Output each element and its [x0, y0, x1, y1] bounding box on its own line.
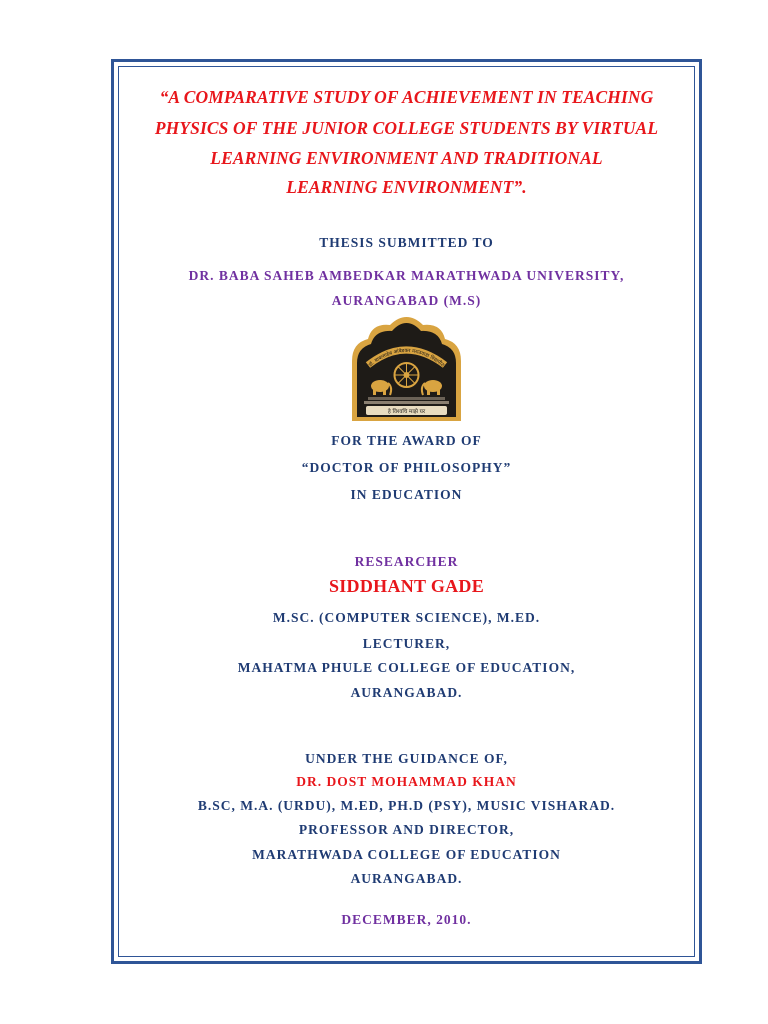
thesis-title-line-4: LEARNING ENVIRONMENT”.: [286, 177, 527, 197]
researcher-label: RESEARCHER: [354, 554, 459, 569]
thesis-title-line-1: “A COMPARATIVE STUDY OF ACHIEVEMENT IN TEACHING: [159, 87, 654, 107]
degree-name: “DOCTOR OF PHILOSOPHY”: [301, 460, 512, 475]
thesis-title-line-2: PHYSICS OF THE JUNIOR COLLEGE STUDENTS BY VIRTUAL: [154, 118, 659, 138]
university-location: AURANGABAD (M.S): [331, 293, 482, 308]
degree-subject: IN EDUCATION: [350, 487, 463, 502]
title-page: [111, 59, 702, 964]
university-name: DR. BABA SAHEB AMBEDKAR MARATHWADA UNIVERSITY,: [188, 268, 625, 283]
guide-college: MARATHWADA COLLEGE OF EDUCATION: [252, 847, 561, 862]
seal-motto: हे विश्वचि माझे घर: [387, 409, 426, 415]
thesis-title-line-3: LEARNING ENVIRONMENT AND TRADITIONAL: [210, 148, 603, 168]
guide-name: DR. DOST MOHAMMAD KHAN: [296, 774, 517, 789]
seal-arc-text: डॉ. बाबासाहेब आंबेडकर मराठवाडा विद्यापीठ: [367, 347, 446, 369]
submission-date: DECEMBER, 2010.: [341, 912, 472, 927]
guidance-label: UNDER THE GUIDANCE OF,: [305, 751, 508, 766]
researcher-name: SIDDHANT GADE: [328, 576, 485, 596]
researcher-position: LECTURER,: [362, 636, 451, 651]
guide-position: PROFESSOR AND DIRECTOR,: [298, 822, 515, 837]
guide-qualification: B.SC, M.A. (URDU), M.ED, PH.D (PSY), MUSIC VISHARAD.: [197, 798, 616, 813]
guide-city: AURANGABAD.: [350, 871, 463, 886]
researcher-college: MAHATMA PHULE COLLEGE OF EDUCATION,: [237, 660, 576, 675]
submitted-to-label: THESIS SUBMITTED TO: [319, 235, 494, 250]
researcher-city: AURANGABAD.: [350, 685, 463, 700]
award-label: FOR THE AWARD OF: [331, 433, 482, 448]
researcher-qualification: M.SC. (COMPUTER SCIENCE), M.ED.: [272, 610, 541, 625]
university-seal-icon: [346, 317, 467, 423]
